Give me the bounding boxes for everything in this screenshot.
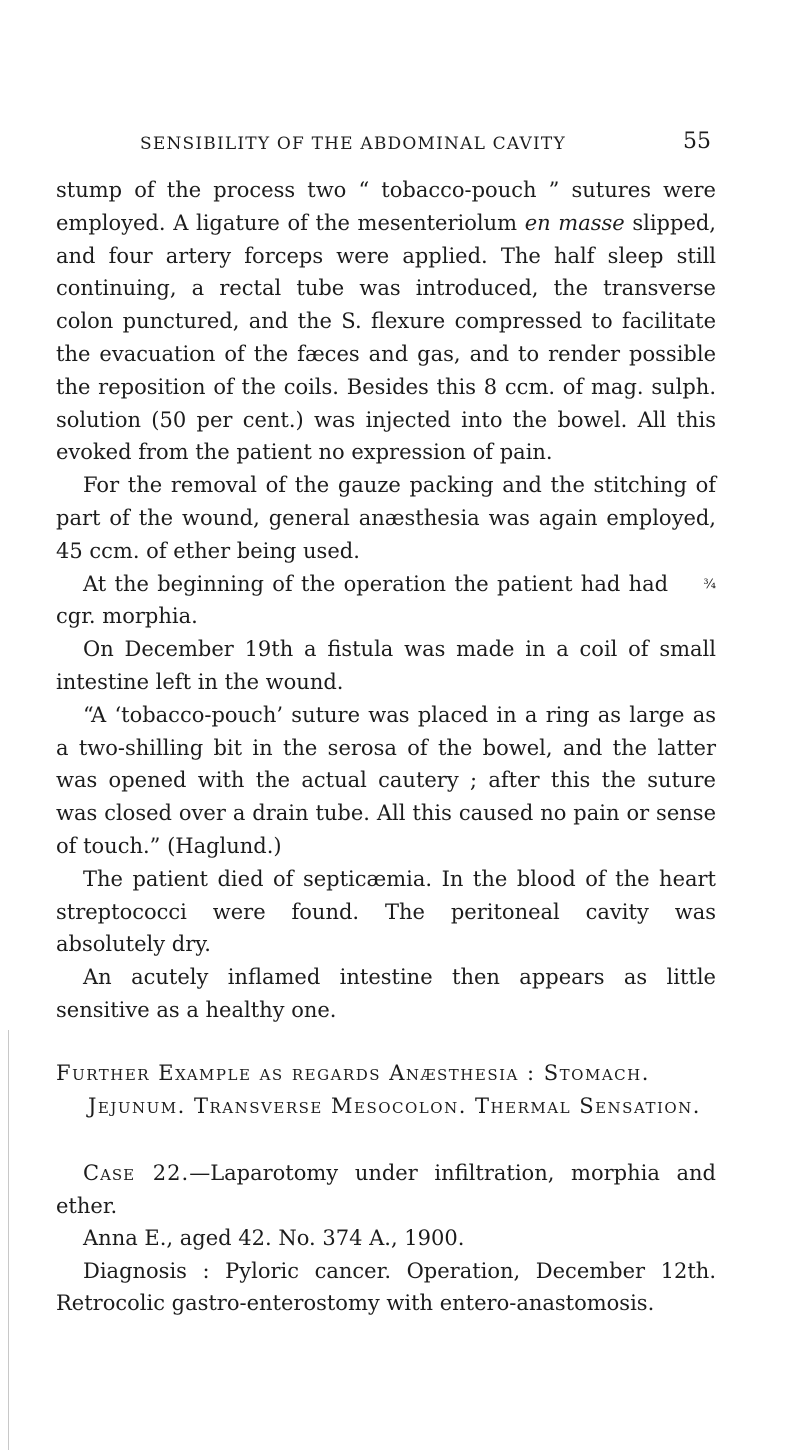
case-label: Case 22. <box>83 1161 190 1185</box>
italic-phrase: en masse <box>524 210 625 235</box>
case-diagnosis: Diagnosis : Pyloric cancer. Operation, December 12th. Retrocolic gastro-enterostomy with entero-anastomosis. <box>56 1258 716 1315</box>
paragraph-fistula: On December 19th a fistula was made in a coil of small intestine left in the wound. <box>56 637 716 694</box>
paragraph-morphia: At the beginning of the operation the patient had had ¾ cgr. morphia. <box>56 571 716 629</box>
paragraph-death: The patient died of septicæmia. In the blood of the heart streptococci were found. The peritoneal cavity was absolutely dry. <box>56 866 716 957</box>
case-patient: Anna E., aged 42. No. 374 A., 1900. <box>83 1226 465 1250</box>
page-number: 55 <box>683 129 711 154</box>
paragraph-quotation: “A ‘tobacco-pouch’ suture was placed in a ring as large as a two-shilling bit in the serosa of the bowel, and the latter was opened with the actual cautery ; after this the suture was closed over a drain tube. All this caused no pain or sense of touch.” (Haglund.) <box>56 702 716 858</box>
paragraph-anaesthesia: For the removal of the gauze packing and the stitching of part of the wound, general anæsthesia was again employed, 45 ccm. of ether being used. <box>56 473 716 563</box>
case-block <box>56 1157 716 1320</box>
fraction: ¾ <box>703 577 716 593</box>
paragraph-conclusion: An acutely inflamed intestine then appears as little sensitive as a healthy one. <box>56 965 716 1022</box>
running-title: SENSIBILITY OF THE ABDOMINAL CAVITY <box>140 134 566 154</box>
section-heading: Further Example as regards Anæsthesia : Stomach. Jejunum. Transverse Mesocolon. Thermal Sensation. <box>56 1061 701 1118</box>
scan-edge-line <box>8 1030 9 1450</box>
paragraph-continuation: stump of the process two “ tobacco-pouch ” sutures were employed. A ligature of the mesenteriolum en masse slipped, and four artery forceps were applied. The half sleep still continuing, a rectal tube was introduced, the transverse colon punctured, and the S. flexure compressed to facilitate the evacuation of the fæces and gas, and to render possible the reposition of the coils. Besides this 8 ccm. of mag. sulph. solution (50 per cent.) was injected into the bowel. All this evoked from the patient no expression of pain. <box>56 178 716 465</box>
body-text <box>56 174 716 1027</box>
case-intro: Case 22.—Laparotomy under infiltration, morphia and ether. <box>56 1161 716 1218</box>
